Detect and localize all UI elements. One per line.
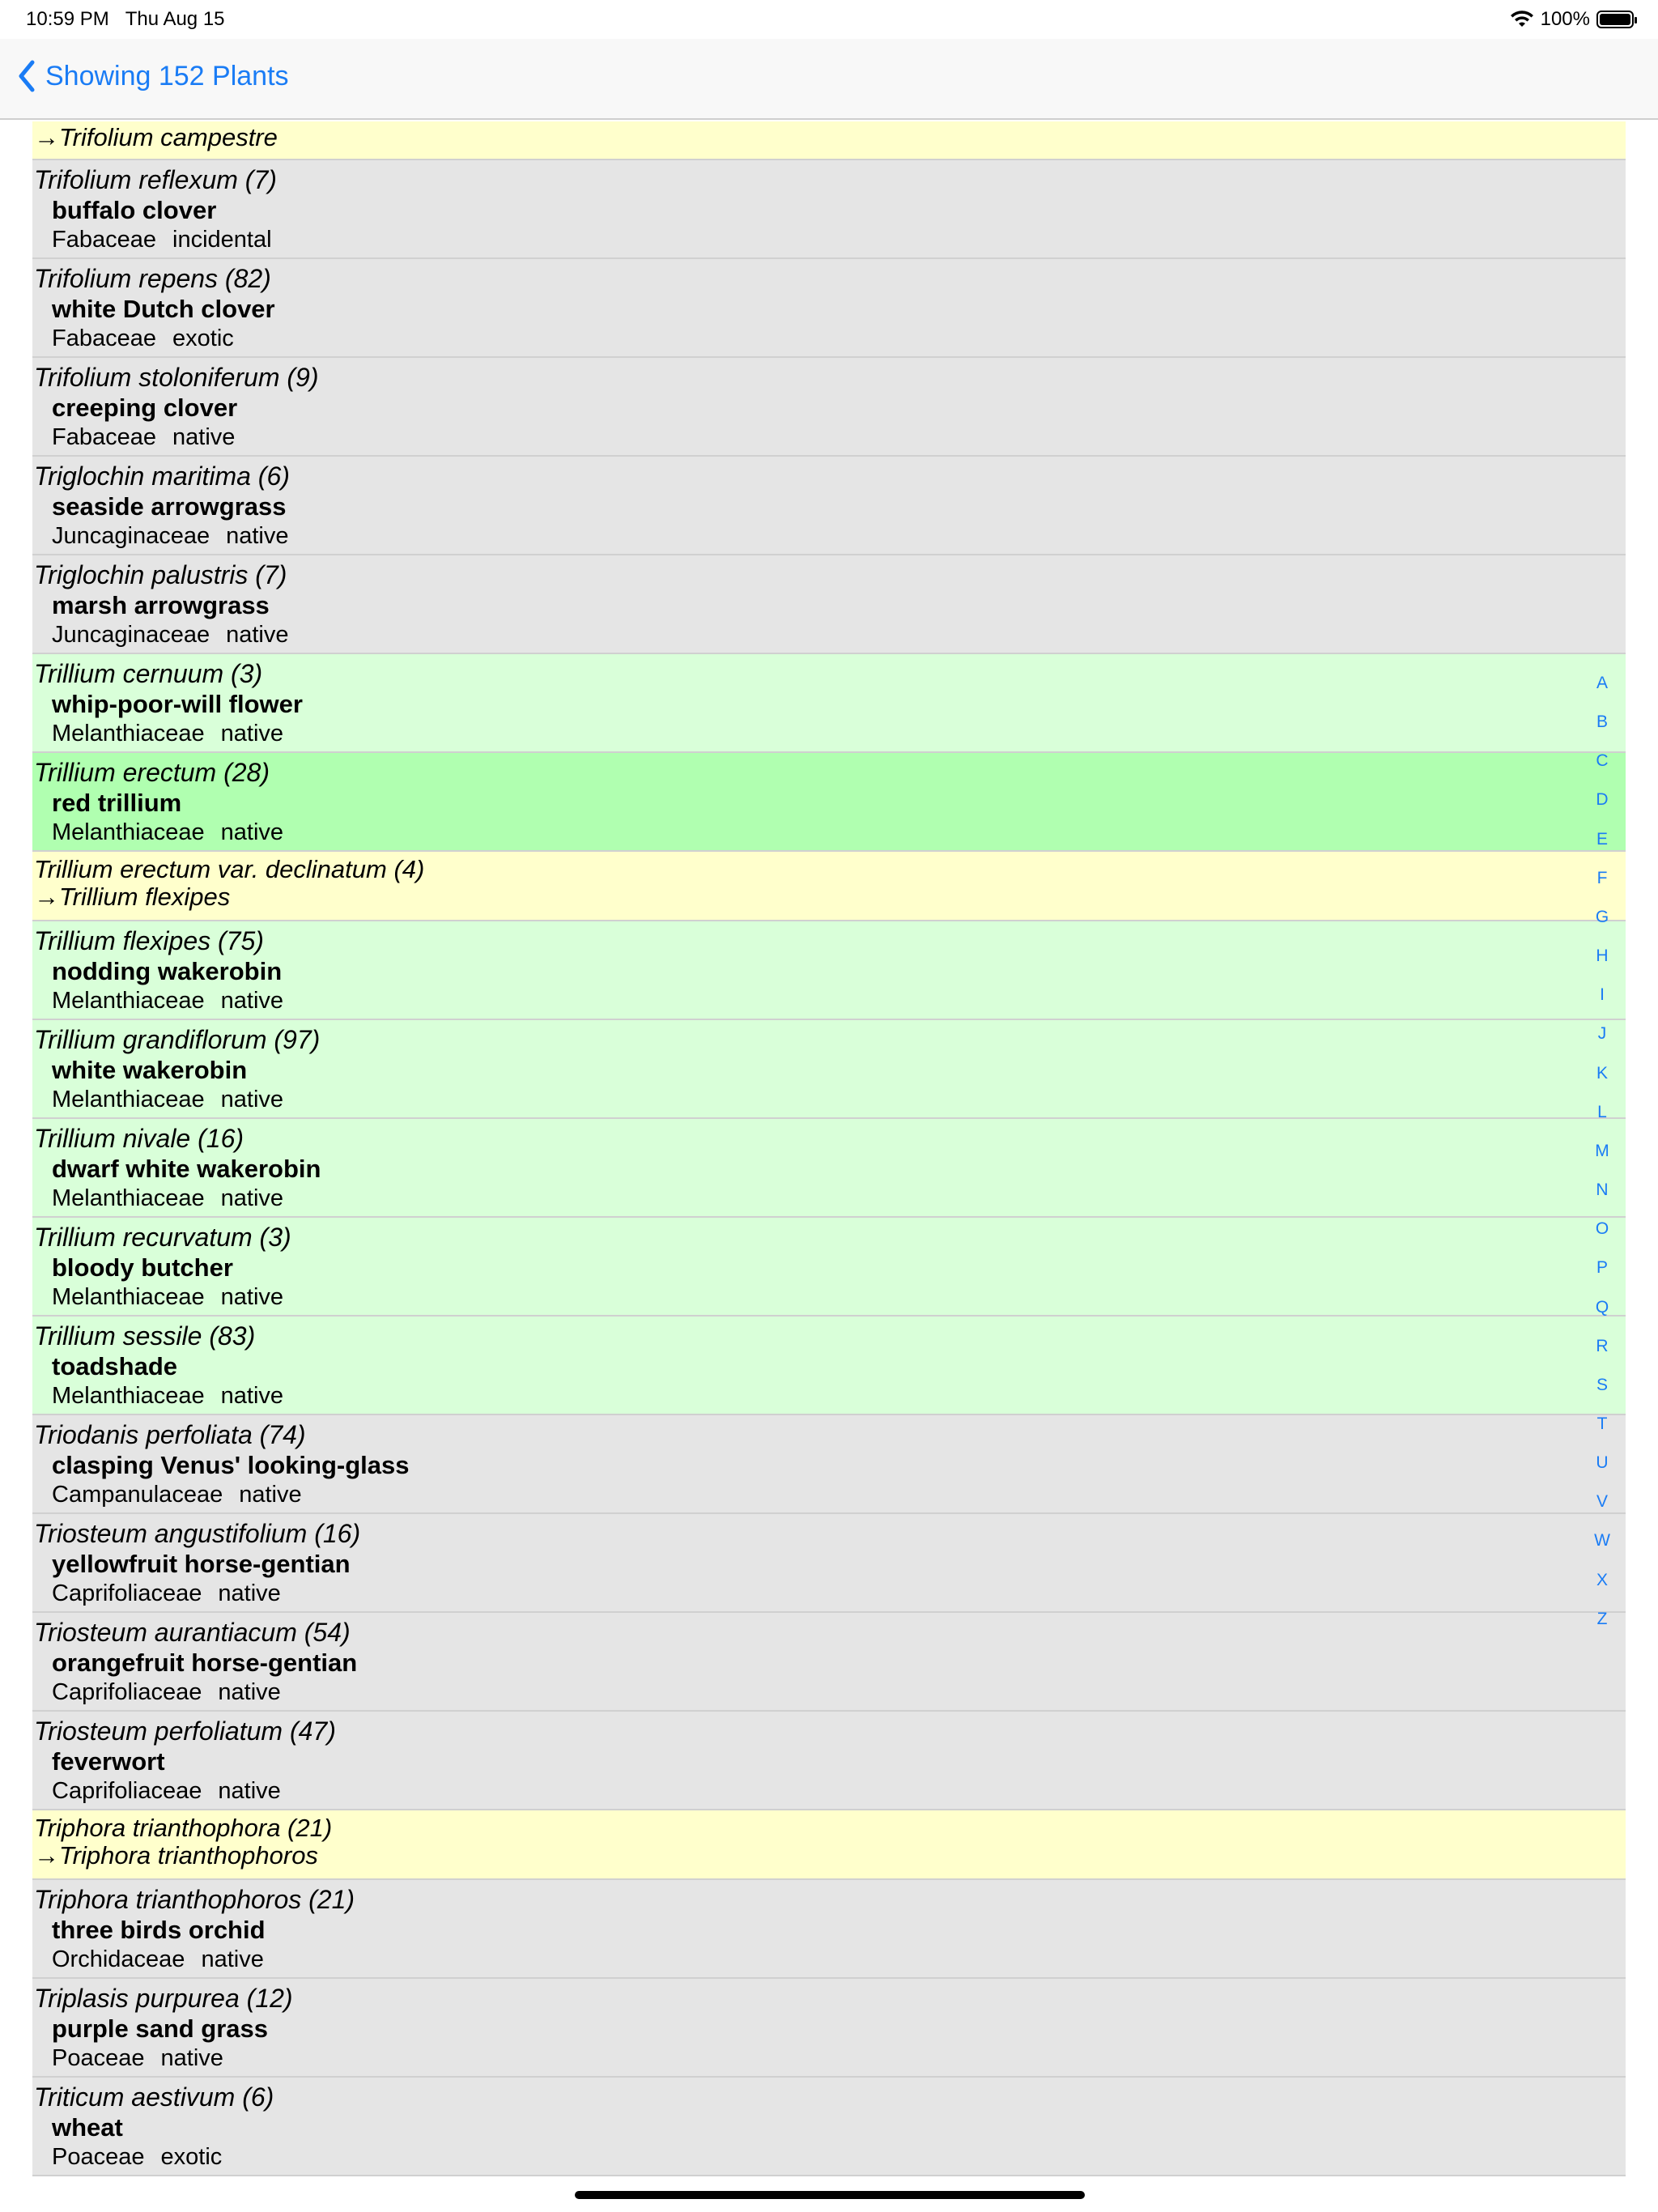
family-line [52, 2144, 222, 2171]
family-line [52, 1482, 302, 1508]
index-letter[interactable]: F [1596, 868, 1608, 887]
common-name: feverwort [52, 1747, 165, 1776]
common-name: buffalo clover [52, 196, 217, 224]
native-status: native [220, 988, 284, 1014]
family-line [52, 1284, 283, 1311]
family-name: Caprifoliaceae [52, 1580, 202, 1606]
index-letter[interactable]: W [1594, 1531, 1610, 1551]
battery-percent: 100% [1540, 8, 1590, 30]
common-name: creeping clover [52, 393, 238, 422]
family-line [52, 819, 283, 846]
battery-icon [1596, 11, 1634, 28]
family-name: Juncaginaceae [52, 622, 210, 648]
index-letter[interactable]: K [1596, 1063, 1608, 1083]
native-status: native [239, 1482, 302, 1508]
index-letter[interactable]: N [1596, 1180, 1609, 1200]
family-line [52, 1946, 264, 1973]
scientific-name: Triglochin maritima (6) [34, 462, 290, 491]
accepted-name-link: →Trillium flexipes [34, 883, 231, 911]
common-name: orangefruit horse-gentian [52, 1648, 358, 1677]
family-line [52, 1778, 281, 1805]
native-status: native [226, 622, 289, 648]
accepted-name-link: →Triphora trianthophoros [34, 1841, 318, 1870]
native-status: native [160, 2045, 223, 2071]
family-name: Melanthiaceae [52, 1284, 205, 1310]
index-letter[interactable]: M [1595, 1141, 1609, 1160]
native-status: exotic [172, 325, 234, 351]
back-label: Showing 152 Plants [45, 60, 289, 91]
common-name: whip-poor-will flower [52, 690, 303, 718]
scientific-name: Trillium nivale (16) [34, 1124, 244, 1153]
common-name: purple sand grass [52, 2014, 269, 2043]
family-name: Fabaceae [52, 424, 156, 450]
date-text: Thu Aug 15 [125, 8, 225, 30]
scientific-name: Trillium grandiflorum (97) [34, 1025, 321, 1054]
index-letter[interactable]: E [1596, 829, 1608, 849]
family-name: Juncaginaceae [52, 523, 210, 549]
synonym-name: Triphora trianthophora (21) [34, 1814, 333, 1842]
plant-row[interactable] [32, 457, 1626, 555]
family-name: Caprifoliaceae [52, 1778, 202, 1804]
common-name: bloody butcher [52, 1253, 233, 1282]
family-name: Fabaceae [52, 325, 156, 351]
common-name: clasping Venus' looking-glass [52, 1451, 410, 1479]
scientific-name: Trifolium repens (82) [34, 264, 271, 293]
scientific-name: Triphora trianthophoros (21) [34, 1885, 355, 1914]
common-name: wheat [52, 2113, 123, 2142]
index-letter[interactable]: V [1596, 1492, 1608, 1512]
index-letter[interactable]: T [1596, 1414, 1608, 1433]
index-letter[interactable]: U [1596, 1453, 1609, 1473]
plant-row[interactable] [32, 1979, 1626, 2078]
alphabet-index[interactable] [1579, 674, 1626, 1629]
chevron-left-icon [18, 60, 36, 92]
common-name: yellowfruit horse-gentian [52, 1550, 351, 1578]
family-name: Melanthiaceae [52, 1185, 205, 1211]
native-status: exotic [160, 2144, 223, 2170]
native-status: native [220, 1185, 284, 1211]
scientific-name: Trillium sessile (83) [34, 1321, 256, 1351]
common-name: toadshade [52, 1352, 178, 1380]
plant-row[interactable] [32, 2078, 1626, 2176]
scientific-name: Trillium recurvatum (3) [34, 1223, 291, 1252]
index-letter[interactable]: Q [1595, 1297, 1609, 1317]
family-name: Campanulaceae [52, 1482, 223, 1508]
common-name: three birds orchid [52, 1916, 266, 1944]
scientific-name: Triosteum angustifolium (16) [34, 1519, 361, 1548]
native-status: native [220, 721, 284, 747]
index-letter[interactable]: J [1597, 1024, 1607, 1044]
family-line [52, 1679, 281, 1706]
family-name: Melanthiaceae [52, 988, 205, 1014]
plant-row[interactable] [32, 921, 1626, 1020]
plant-row[interactable] [32, 259, 1626, 358]
family-line [52, 2045, 223, 2072]
scientific-name: Triosteum aurantiacum (54) [34, 1618, 351, 1647]
synonym-row[interactable] [32, 121, 1626, 160]
common-name: white Dutch clover [52, 295, 275, 323]
scientific-name: Triodanis perfoliata (74) [34, 1420, 306, 1449]
wifi-icon [1510, 11, 1534, 28]
synonym-name: Trillium erectum var. declinatum (4) [34, 855, 425, 883]
family-name: Orchidaceae [52, 1946, 185, 1972]
index-letter[interactable]: O [1595, 1219, 1609, 1239]
native-status: native [218, 1778, 281, 1804]
native-status: native [220, 1087, 284, 1112]
native-status: incidental [172, 227, 272, 253]
family-name: Poaceae [52, 2045, 145, 2071]
scientific-name: Triplasis purpurea (12) [34, 1984, 293, 2013]
family-name: Melanthiaceae [52, 721, 205, 747]
navigation-bar [0, 39, 1658, 120]
family-line [52, 721, 283, 747]
index-letter[interactable]: G [1595, 907, 1609, 926]
plant-row[interactable] [32, 1415, 1626, 1514]
plant-row[interactable] [32, 1880, 1626, 1979]
native-status: native [218, 1580, 281, 1606]
common-name: red trillium [52, 789, 182, 817]
accepted-name-link: →Trifolium campestre [34, 123, 278, 151]
native-status: native [218, 1679, 281, 1705]
common-name: white wakerobin [52, 1056, 248, 1084]
plant-row[interactable] [32, 1514, 1626, 1613]
family-name: Poaceae [52, 2144, 145, 2170]
family-line [52, 1087, 283, 1113]
scientific-name: Trillium flexipes (75) [34, 926, 264, 955]
status-right [1510, 8, 1634, 31]
plant-list[interactable] [32, 121, 1626, 2176]
index-letter[interactable]: B [1596, 713, 1608, 732]
status-time [26, 8, 225, 31]
common-name: seaside arrowgrass [52, 492, 287, 521]
back-button[interactable] [18, 60, 289, 92]
plant-row[interactable] [32, 1613, 1626, 1712]
scientific-name: Trifolium stoloniferum (9) [34, 363, 319, 392]
plant-row[interactable] [32, 555, 1626, 654]
scientific-name: Triosteum perfoliatum (47) [34, 1716, 336, 1746]
family-line [52, 622, 289, 649]
status-bar [0, 0, 1658, 39]
index-letter[interactable]: L [1597, 1102, 1607, 1121]
common-name: nodding wakerobin [52, 957, 283, 985]
family-name: Melanthiaceae [52, 1087, 205, 1112]
plant-row[interactable] [32, 1119, 1626, 1218]
family-line [52, 988, 283, 1015]
index-letter[interactable]: H [1596, 946, 1609, 966]
plant-row[interactable] [32, 1317, 1626, 1415]
family-name: Fabaceae [52, 227, 156, 253]
native-status: native [220, 1284, 284, 1310]
family-line [52, 1383, 283, 1410]
native-status: native [220, 1383, 284, 1409]
family-name: Caprifoliaceae [52, 1679, 202, 1705]
index-letter[interactable]: Z [1596, 1609, 1608, 1628]
family-line [52, 325, 234, 352]
plant-row[interactable] [32, 358, 1626, 457]
index-letter[interactable]: S [1596, 1375, 1608, 1394]
plant-row[interactable] [32, 1712, 1626, 1810]
plant-row[interactable] [32, 1218, 1626, 1317]
common-name: dwarf white wakerobin [52, 1155, 321, 1183]
scientific-name: Trillium erectum (28) [34, 758, 270, 787]
family-line [52, 1580, 281, 1607]
synonym-row[interactable] [32, 852, 1626, 921]
index-letter[interactable]: X [1596, 1570, 1608, 1589]
family-name: Melanthiaceae [52, 1383, 205, 1409]
native-status: native [172, 424, 236, 450]
index-letter[interactable]: R [1596, 1336, 1609, 1355]
family-line [52, 523, 289, 550]
family-line [52, 424, 235, 451]
scientific-name: Trillium cernuum (3) [34, 659, 263, 688]
index-letter[interactable]: D [1596, 790, 1609, 810]
plant-row[interactable] [32, 1020, 1626, 1119]
clock-text: 10:59 PM [26, 8, 109, 30]
plant-row[interactable] [32, 753, 1626, 852]
index-letter[interactable]: P [1596, 1258, 1608, 1278]
plant-row[interactable] [32, 160, 1626, 259]
native-status: native [220, 819, 284, 845]
common-name: marsh arrowgrass [52, 591, 270, 619]
family-name: Melanthiaceae [52, 819, 205, 845]
index-letter[interactable]: C [1596, 751, 1609, 771]
index-letter[interactable]: A [1596, 674, 1608, 692]
plant-row[interactable] [32, 654, 1626, 753]
synonym-row[interactable] [32, 1810, 1626, 1880]
index-letter[interactable]: I [1600, 985, 1605, 1005]
scientific-name: Triglochin palustris (7) [34, 560, 287, 589]
native-status: native [226, 523, 289, 549]
native-status: native [201, 1946, 264, 1972]
home-indicator[interactable] [575, 2191, 1085, 2199]
family-line [52, 1185, 283, 1212]
family-line [52, 227, 272, 253]
scientific-name: Trifolium reflexum (7) [34, 165, 277, 194]
scientific-name: Triticum aestivum (6) [34, 2082, 274, 2112]
